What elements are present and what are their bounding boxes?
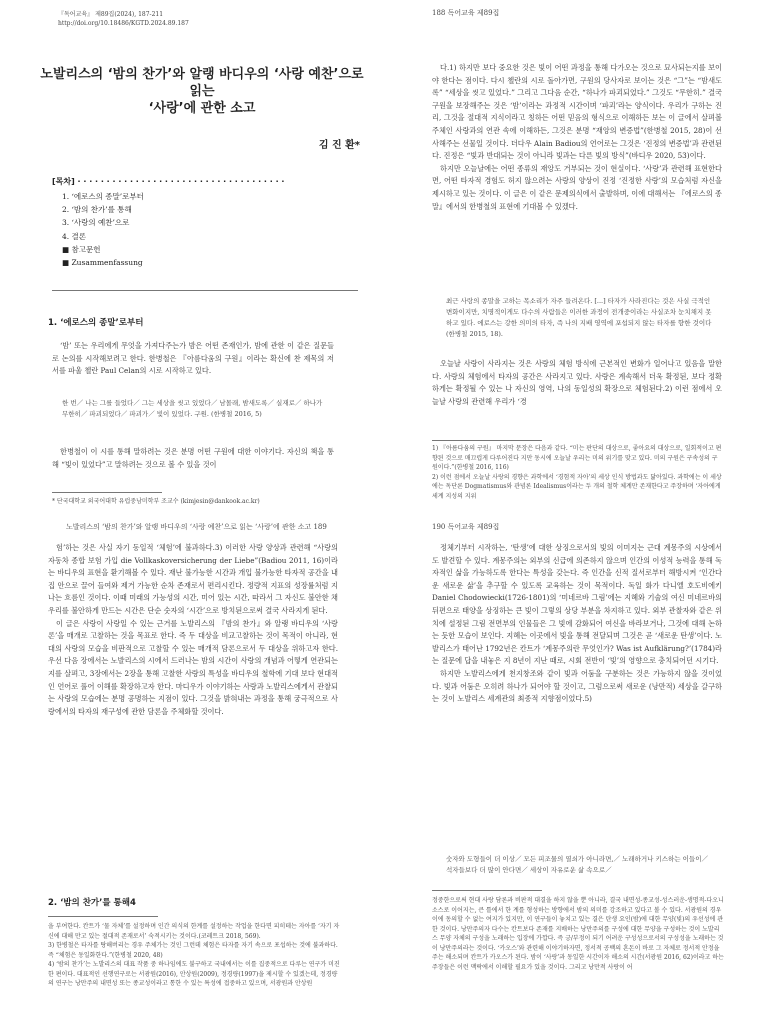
toc-item: ■ Zusammenfassung: [62, 258, 143, 268]
page-189: [0, 512, 384, 1024]
body-text: [52, 446, 334, 471]
paragraph: 정체기부터 시작하는, ‘탄생’에 대한 상징으로서의 빛의 이미지는 근대 계몽주의 시상에서도 발견할 수 있다. 계몽주의는 외부의 신급에 의존하지 않으며 인간의 이성적 능력을 통해 독자적인 삶을 가능하도록 한다는 특성을 갖는다. 즉 인간을 신적 질서로부터 해방시켜 ‘인간다운 새로운 삶’을 추구할 수 있도록 교육하는 것이 목적이다. 독일 화가 다니엘 호도비에키 Daniel Chodowiecki(1726-1801)의 ‘미네르바 그림’에는 지혜와 기술의 여신 미네르바의 뒤편으로 태양을 상징하는 큰 빛이 그렇의 상당 부분을 차지하고 있다. 외부 관찰자와 같은 위치에 설정된 그림 전면부의 인물들은 그 빛에 감화되어 여신을 바라보거나, 그것에 대해 논하는 듯한 모습이 보인다. 지혜는 이곳에서 빛을 통해 전달되며 그것은 곧 ‘새로운 탄생’이다. 노발리스가 태어난 1792년은 칸트가 ‘계몽주의란 무엇인가? Was ist Aufklärung?’(1784)라는 질문에 답을 내놓은 지 8년이 지난 때로, 시회 전반이 ‘빛’의 영향으로 충치되어던 시기다.: [432, 543, 722, 666]
footnote: 4) ‘밤의 찬가’는 노발리스의 대표 작품 중 하나임에도 불구하고 국내에서는 이를 집중적으로 다루는 연구가 미진한 편이다. 대표적인 선행연구로는 서광원(2016), 안상원(2009), 정경량(1997)을 제시할 수 있겠는데, 정경량의 연구는 낭만주의 내면성 또는 종교성이라고 통한 수 있는 특성에 접중하고 있으며, 서광원과 안상원: [48, 961, 340, 987]
page-187: [0, 0, 384, 512]
block-quote: 숫자와 도형들이 더 이상／ 모든 피조물의 열쇠가 아니라면,／ 노래하거나 키스하는 이들이／ 석자들보다 더 많이 안다면／ 세상이 자유로운 삶 속으로／: [446, 855, 708, 874]
paragraph: 오늘날 사랑이 사라지는 것은 사랑의 체험 방식에 근본적인 변화가 일어나고 있음을 말한다. 사랑의 체험에서 타자의 공간은 사라지고 있다. 사랑은 계속해서 더욱 확정된, 보다 정확하게는 확정될 수 있는 나 자신의 영역, 나의 동일성의 확장으로 체험된다.2) 이런 점에서 오늘날 사랑의 관련해 우리가 ‘경: [432, 359, 722, 406]
paragraph: 다.1) 하지만 보다 중요한 것은 빛이 어떤 과정을 통해 다가오는 것으로 묘사되는지를 보이야 한다는 점이다. 다시 첼란의 시로 돌아가면, 구원의 당사자로 보이는 것은 “그”는 “밤새도록” “세상을 씻고 있었다.” 그리고 그다음 순간, “하나가 파괴되었다.” 그것도 “무한히.” 결국 구원을 보장해주는 것은 ‘밤’이라는 과정적 시간이며 ‘파괴’라는 양식이다. 우리가 구하는 진리, 그것을 절대적 지식이라고 칭하든 어떤 믿음의 형식으로 이해하든 보는 이 글에서 살펴볼 주체인 사랑과의 연관 속에 이해하든, 그것은 분명 “재앙의 변증법”(한병철 2015, 28)이 선사해주는 선물일 것이다. 더다우 Alain Badiou의 언어로는 그것은 ‘진정의 변증법’과 관련된다. 진정은 “빛과 반대되는 것이 아니라 빛과는 다른 빛의 방식”(바디우 2020, 53)이다.: [432, 63, 722, 161]
footnote: 정중한으로써 현대 사랑 담론과 비판적 대결을 하지 않을 뿐 아니라, 결국 내면성-종교성-성스러운-생명적-다오니소스로 이어지는, 큰 틀에서 한 계를 형성하는 방향에서 밤의 의미를 강조하고 있다고 볼 수 있다. 서광원의 경우 이에 동의할 수 없는 여지가 있지만, 이 연구들이 놓치고 있는 결은 탄생 요인(밤)에 대한 무양(빛)의 우선성에 관한 것이다. 낭만주의자 다수는 칸트보다 존재를 지배하는 낭만주의를 구성에 대한 무양을 구성하는 것이 노발리스 무양 자체의 구성을 노래하는 입장에 가깝다. 즉 긍/부정이 되기 어려운 구성성으로서의 구성성을 노래하는 것이 낭만주의라는 것이다. ‘카오스’와 관련해 이야기하자면, 정서적 공백의 혼돈이 바로 그 자체로 정서적 안정을 주는 해소되며 칸트가 카오스가 된다. 밤이 ‘사랑’과 동일한 시간이자 해소의 시간(서광원 2016, 62)이라고 하는 주장들은 이런 맥락에서 이해할 필요가 있을 것이다. 그리고 낭만적 사랑이 어: [432, 897, 724, 971]
paragraph: 한병철이 이 시를 통해 말하려는 것은 분명 어떤 구원에 대한 이야기다. 자신의 책을 통해 “빛이 있었다”고 말하려는 것으로 볼 수 있을 것이: [52, 447, 334, 469]
body-text: [52, 340, 334, 378]
page-190: [384, 512, 768, 1024]
footnotes: [432, 444, 722, 501]
footnote: 3) 한병철은 타자를 탕해버리는 경우 주체가는 것인 그런데 체험은 타자를 자기 속으로 포섭하는 것에 불과하다. 즉 “체험은 동일화한다.”(한병철 2020, 48): [48, 942, 338, 959]
toc-heading: [목차] · · · · · · · · · · · · · · · · · · · · · · · · · · · · · · · · · · · ·: [52, 177, 285, 186]
paragraph: 하지만 오늘날에는 어떤 종류의 재앙도 거부되는 것이 현실이다. ‘사랑’과 관련해 표현한다면, 어떤 타자적 경험도 허지 않으려는 사랑의 양상이 진정 ‘진정한 사랑’의 모습처럼 자신을 제시하고 있는 것이다. 이 글은 이 같은 문제의식에서 출발하며, 이에 대해서는 『에로스의 종말』에서의 한병철의 표현에 기대볼 수 있겠다.: [432, 163, 722, 211]
title-line: 노발리스의 ‘밤의 찬가’와 알랭 바디우의 ‘사랑 예찬’으로 읽는: [40, 67, 364, 99]
meta-doi: http://doi.org/10.18486/KGTD.2024.89.187: [58, 20, 189, 27]
footnote-rule: [52, 492, 162, 493]
title-line: ‘사랑’에 관한 소고: [148, 101, 256, 116]
footnote: 1) 『아름다움의 구원』 마지막 문장은 다음과 같다. “미는 판단의 대상으로, 좋아요의 대상으로, 일회적이고 편향된 것으로 매끄럽게 다루어진다 지만 동시에 오늘날 우리는 미의 위기를 맞고 있다. 미의 구원은 구속성의 구원이다.”(한병철 2016, 116): [432, 445, 722, 471]
page-188: [384, 0, 768, 512]
footnotes: [48, 922, 340, 989]
body-text: [432, 542, 722, 706]
footnote: 을 부여한다. 칸트가 ‘물 자체’를 설정하며 인간 의식의 한계를 설정하는 작업을 한다면 피히테는 자아를 ‘자기 자신에 대해 만고 있는 절대적 존재로서’ 숙적시키는 것이다.(코레트크 2018, 569).: [48, 923, 340, 940]
body-text: [48, 542, 338, 718]
journal-meta: [58, 10, 189, 28]
running-header: 188 독어교육 제89집: [432, 9, 500, 17]
toc-item: ■ 참고문헌: [62, 244, 101, 254]
toc-item: 3. ‘사랑의 예찬’으로: [62, 218, 130, 228]
body-text: [432, 358, 722, 408]
meta-line: 『독어교육』 제89집(2024), 187-211: [58, 11, 164, 18]
paragraph: 험’하는 것은 사실 자기 동일적 ‘체험’에 불과하다.3) 이러한 사랑 양상과 관련해 “사랑의 자동차 종합 보험 가입 die Vollkaskoversicherung der Liebe”(Badiou 2011, 16)이라는 바디우의 표현을 환기해볼 수 있다. 재난 불가능한 시간과 개입 불가능한 타자적 공간을 내 집 안으로 끌어 들여와 제거 가능한 순차 존재로서 편리시킨다. 정량적 지표의 성장률처럼 지나는 흐름인 것이다. 이때 미래의 가능성의 시간, 미어 있는 시간, 따라서 그 자신도 불안한 채 우리를 불안하게 만드는 시간은 단순 숫자의 ‘시간’으로 방치된으로써 결국 사라지게 된다.: [48, 543, 338, 615]
paragraph: 이 글은 사랑이 사랑일 수 있는 근거를 노발리스의 『밤의 찬가』와 알랭 바디우의 ‘사랑론’을 매개로 고찰하는 것을 목표로 한다. 즉 두 대상을 비교고찰하는 것이 목적이 아니라, 현대의 사랑의 모습을 비판적으로 고찰할 수 있는 매개적 담론으로서 두 대상을 위하고자 한다. 우선 다음 장에서는 노발리스의 시에서 드러나는 밤의 시간이 사랑의 개념과 어떻게 연관되는지를 살펴고, 3장에서는 2장을 통해 고찰한 사랑의 특성을 바디우의 철학에 기대 보다 현대적인 언어로 풀어 이해를 확장하고자 한다. 마디우가 이야기하는 사랑과 노발리스에게서 관찰되는 사랑의 모습에는 분명 공명하는 지점이 있다. 그것을 밝혀내는 과정을 통해 궁극적으로 사랑에서의 타자의 재구성에 관한 담론을 주체화할 것이다.: [48, 618, 338, 716]
paragraph: 하지만 노발리스에게 천지창조와 같이 빛과 어둠을 구분하는 것은 가능하지 않을 것이었다. 빛과 어둠은 오히려 하나가 되어야 할 것이고, 그럼으로써 새로운 (낭만적) 세상을 갈구하는 것이 노발리스 세계관의 최종적 지향점이었다.5): [432, 668, 722, 704]
footnote-rule: [432, 890, 542, 891]
toc-item: 2. ‘밤의 찬가’를 통해: [62, 205, 132, 215]
toc-item: 1. ‘에로스의 종말’로부터: [62, 192, 144, 201]
block-quote: 한 번／ 나는 그를 들었다／ 그는 세상을 씻고 있었다／ 남몰래, 밤새도록／ 실재로／ 하나가 무한히／ 파괴되었다／ 파괴가／ 빛이 있었다. 구원. (한병철 2016, 5): [62, 399, 323, 418]
body-text: [432, 62, 722, 213]
author-name: 김 진 환*: [318, 140, 360, 151]
section-heading: 1. ‘에로스의 종말’로부터: [48, 318, 144, 328]
running-header: 190 독어교육 제89집: [432, 523, 500, 531]
footnote-rule: [48, 916, 158, 917]
toc-item: 4. 결론: [62, 231, 87, 241]
block-quote: 최근 사랑의 종말을 고하는 목소리가 자주 들려온다. [...] 타자가 사라진다는 것은 사실 극적인 변화이지만, 치명적이게도 다수의 사람들은 이러한 과정이 전개중이라는 사실조차 눈치채지 못하고 있다. 에로스는 강한 의미의 타자, 즉 나의 지배 영역에 포섭되지 않는 타자를 향한 것이다(한병철 2015, 18).: [446, 297, 712, 338]
paragraph: ‘밤’ 또는 우리에게 무엇을 가져다주는가 밤은 어떤 존재인가, 밤에 관한 이 같은 질문들로 논의를 시작해보려고 한다. 한병철은 『아름다움의 구원』이라는 확신에 찬 제목의 저서를 파울 첼란 Paul Celan의 시로 시작하고 있다.: [52, 341, 334, 376]
footnote: * 단국대학교 외국어대학 유럽중남미학부 조교수 (kimjesin@dankook.ac.kr): [52, 498, 260, 505]
footnote-rule: [432, 440, 542, 441]
toc-rule: [52, 290, 358, 291]
section-heading: 2. ‘밤의 찬가’를 통해4: [48, 898, 136, 908]
running-header: 노발리스의 ‘밤의 찬가’와 알랭 바디우의 ‘사랑 예찬’으로 읽는 ‘사랑’에 관한 소고 189: [66, 523, 327, 531]
article-title: [40, 66, 364, 117]
footnote: 2) 이런 점에서 오늘날 사랑의 경향은 과학에서 ‘경험적 자아’의 세상 인식 방법과도 닮아있다. 과학에는 이 세상에는 독단론 Dogmatismus와 관념론 Idealismus이라는 두 개의 철학 체계만 존재한다고 주장하며 ‘자아에게 세계 지성의 지위: [432, 473, 722, 500]
table-of-contents: [62, 190, 144, 269]
